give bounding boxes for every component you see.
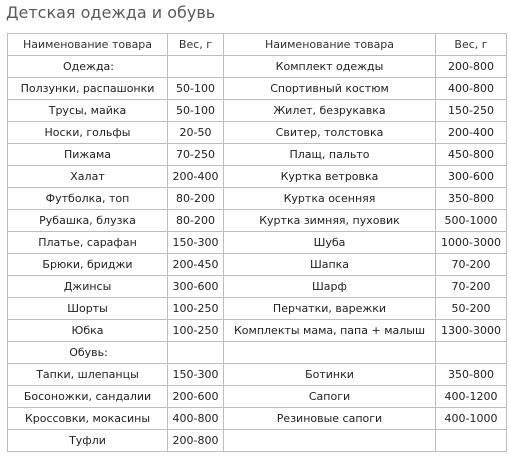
weight-cell: 70-200 [436,254,507,276]
product-name-cell [224,430,436,452]
product-name-cell: Футболка, топ [8,188,168,210]
table-row [8,408,507,430]
weight-cell: 50-100 [168,78,224,100]
table-header-row [8,34,507,56]
table-row [8,276,507,298]
product-name-cell: Куртка ветровка [224,166,436,188]
product-name-cell: Шапка [224,254,436,276]
weight-cell: 350-800 [436,188,507,210]
table-row [8,166,507,188]
table-row [8,298,507,320]
product-name-cell: Шуба [224,232,436,254]
product-name-cell: Трусы, майка [8,100,168,122]
table-row [8,100,507,122]
weight-cell: 50-100 [168,100,224,122]
table-row [8,342,507,364]
product-name-cell: Джинсы [8,276,168,298]
table-row [8,78,507,100]
product-name-cell: Халат [8,166,168,188]
weight-cell: 400-1000 [436,408,507,430]
table-row [8,210,507,232]
header-product-name-left: Наименование товара [8,34,168,56]
goods-weight-table [7,33,507,452]
weight-cell: 70-200 [436,276,507,298]
weight-cell: 150-300 [168,364,224,386]
product-name-cell: Спортивный костюм [224,78,436,100]
product-name-cell: Резиновые сапоги [224,408,436,430]
product-name-cell: Шорты [8,298,168,320]
weight-cell: 450-800 [436,144,507,166]
weight-cell: 1300-3000 [436,320,507,342]
weight-cell: 200-400 [436,122,507,144]
weight-cell: 400-800 [436,78,507,100]
table-row [8,232,507,254]
product-name-cell: Комплекты мама, папа + малыш [224,320,436,342]
product-name-cell: Брюки, бриджи [8,254,168,276]
table-row [8,320,507,342]
product-name-cell: Комплект одежды [224,56,436,78]
table-row [8,254,507,276]
product-name-cell: Сапоги [224,386,436,408]
weight-cell: 80-200 [168,210,224,232]
weight-cell: 100-250 [168,320,224,342]
weight-cell: 150-300 [168,232,224,254]
product-name-cell: Жилет, безрукавка [224,100,436,122]
weight-cell: 200-600 [168,386,224,408]
weight-cell: 200-400 [168,166,224,188]
weight-cell: 1000-3000 [436,232,507,254]
weight-cell [168,342,224,364]
product-name-cell: Перчатки, варежки [224,298,436,320]
table-row [8,364,507,386]
product-name-cell: Куртка зимняя, пуховик [224,210,436,232]
weight-cell: 50-200 [436,298,507,320]
page-title: Детская одежда и обувь [6,3,216,22]
weight-cell: 200-800 [436,56,507,78]
weight-cell: 350-800 [436,364,507,386]
weight-cell: 20-50 [168,122,224,144]
weight-cell: 200-800 [168,430,224,452]
weight-cell: 400-1200 [436,386,507,408]
header-product-name-right: Наименование товара [224,34,436,56]
product-name-cell: Носки, гольфы [8,122,168,144]
section-label-clothing: Одежда: [8,56,168,78]
product-name-cell: Туфли [8,430,168,452]
table-row [8,188,507,210]
weight-cell: 70-250 [168,144,224,166]
weight-cell [436,342,507,364]
product-name-cell [224,342,436,364]
weight-cell: 500-1000 [436,210,507,232]
table-row [8,144,507,166]
product-name-cell: Шарф [224,276,436,298]
weight-cell: 200-450 [168,254,224,276]
header-weight-left: Вес, г [168,34,224,56]
table-row [8,386,507,408]
product-name-cell: Юбка [8,320,168,342]
table-row [8,56,507,78]
product-name-cell: Ползунки, распашонки [8,78,168,100]
weight-cell: 80-200 [168,188,224,210]
table-row [8,122,507,144]
product-name-cell: Платье, сарафан [8,232,168,254]
product-name-cell: Пижама [8,144,168,166]
weight-cell [168,56,224,78]
table-row [8,430,507,452]
product-name-cell: Свитер, толстовка [224,122,436,144]
weight-cell [436,430,507,452]
weight-cell: 100-250 [168,298,224,320]
header-weight-right: Вес, г [436,34,507,56]
product-name-cell: Плащ, пальто [224,144,436,166]
weight-cell: 300-600 [168,276,224,298]
product-name-cell: Ботинки [224,364,436,386]
product-name-cell: Кроссовки, мокасины [8,408,168,430]
product-name-cell: Босоножки, сандалии [8,386,168,408]
product-name-cell: Тапки, шлепанцы [8,364,168,386]
weight-cell: 150-250 [436,100,507,122]
section-label-footwear: Обувь: [8,342,168,364]
product-name-cell: Рубашка, блузка [8,210,168,232]
product-name-cell: Куртка осенняя [224,188,436,210]
weight-cell: 400-800 [168,408,224,430]
weight-cell: 300-600 [436,166,507,188]
